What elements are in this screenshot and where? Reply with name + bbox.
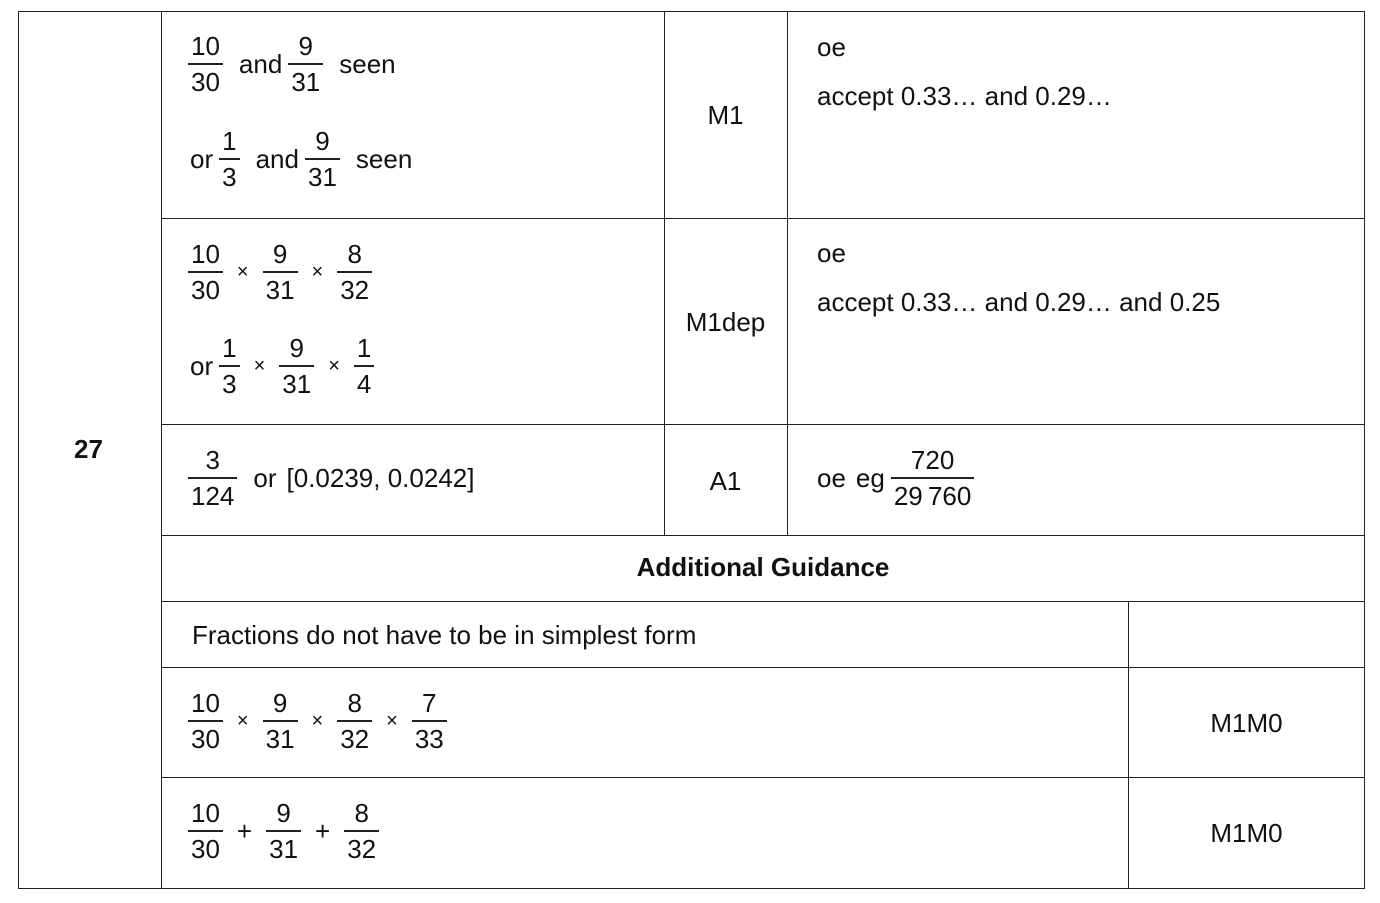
divider <box>161 667 1365 668</box>
fraction: $\frac{1}{4}$ <box>354 334 374 398</box>
divider <box>161 777 1365 778</box>
fraction: $\frac{1}{3}$ <box>219 334 239 398</box>
fraction: $\frac{9}{31}$ <box>263 689 298 753</box>
row2-mark: M1dep <box>685 307 766 337</box>
row2-comment-accept: accept 0.33… and 0.29… and 0.25 <box>817 287 1221 317</box>
fraction: $\frac{9}{31}$ <box>288 32 323 96</box>
row3-mark: A1 <box>709 466 742 496</box>
fraction: $\frac{1}{3}$ <box>219 127 239 191</box>
question-number: 27 <box>74 434 103 464</box>
divider <box>787 11 788 535</box>
fraction: $\frac{7}{33}$ <box>412 689 447 753</box>
divider <box>161 424 1365 425</box>
fraction: $\frac{10}{30}$ <box>188 32 223 96</box>
guidance-mark-1: M1M0 <box>1210 708 1283 738</box>
guidance-expr-1: $\frac{10}{30}$ × $\frac{9}{31}$ × $\frac{8}{32}$ × $\frac{7}{33}$ <box>182 689 453 753</box>
fraction: $\frac{3}{124}$ <box>188 446 237 510</box>
row1-line2: or $\frac{1}{3}$ and $\frac{9}{31}$ seen <box>190 126 413 192</box>
fraction: $\frac{10}{30}$ <box>188 689 223 753</box>
guidance-item-text: Fractions do not have to be in simplest form <box>192 620 697 650</box>
guidance-mark-2: M1M0 <box>1210 818 1283 848</box>
guidance-expr-2: $\frac{10}{30}$ + $\frac{9}{31}$ + $\frac{8}{32}$ <box>182 799 385 863</box>
fraction: $\frac{8}{32}$ <box>337 240 372 304</box>
fraction: $\frac{9}{31}$ <box>263 240 298 304</box>
fraction: $\frac{8}{32}$ <box>337 689 372 753</box>
row2-comment-oe: oe <box>817 238 846 268</box>
row1-comment-oe: oe <box>817 32 846 62</box>
row1-mark: M1 <box>707 100 744 130</box>
row3-comment: oe eg $\frac{720}{29 760}$ <box>817 446 980 510</box>
divider <box>161 601 1365 602</box>
row1-line1: $\frac{10}{30}$ and $\frac{9}{31}$ seen <box>182 32 396 96</box>
fraction: $\frac{9}{31}$ <box>266 799 301 863</box>
row2-line2: or $\frac{1}{3}$ × $\frac{9}{31}$ × $\frac{1}{4}$ <box>190 334 380 398</box>
fraction: $\frac{9}{31}$ <box>279 334 314 398</box>
fraction: $\frac{10}{30}$ <box>188 240 223 304</box>
divider <box>161 11 162 889</box>
fraction: $\frac{8}{32}$ <box>344 799 379 863</box>
row3-answer: $\frac{3}{124}$ or [0.0239, 0.0242] <box>182 446 474 510</box>
divider <box>161 218 1365 219</box>
fraction: $\frac{10}{30}$ <box>188 799 223 863</box>
divider <box>161 535 1365 536</box>
fraction: $\frac{9}{31}$ <box>305 127 340 191</box>
divider <box>664 11 665 535</box>
fraction: $\frac{720}{29 760}$ <box>891 446 975 510</box>
row2-line1: $\frac{10}{30}$ × $\frac{9}{31}$ × $\frac{8}{32}$ <box>182 240 378 304</box>
row1-comment-accept: accept 0.33… and 0.29… <box>817 81 1112 111</box>
additional-guidance-title: Additional Guidance <box>636 552 890 582</box>
